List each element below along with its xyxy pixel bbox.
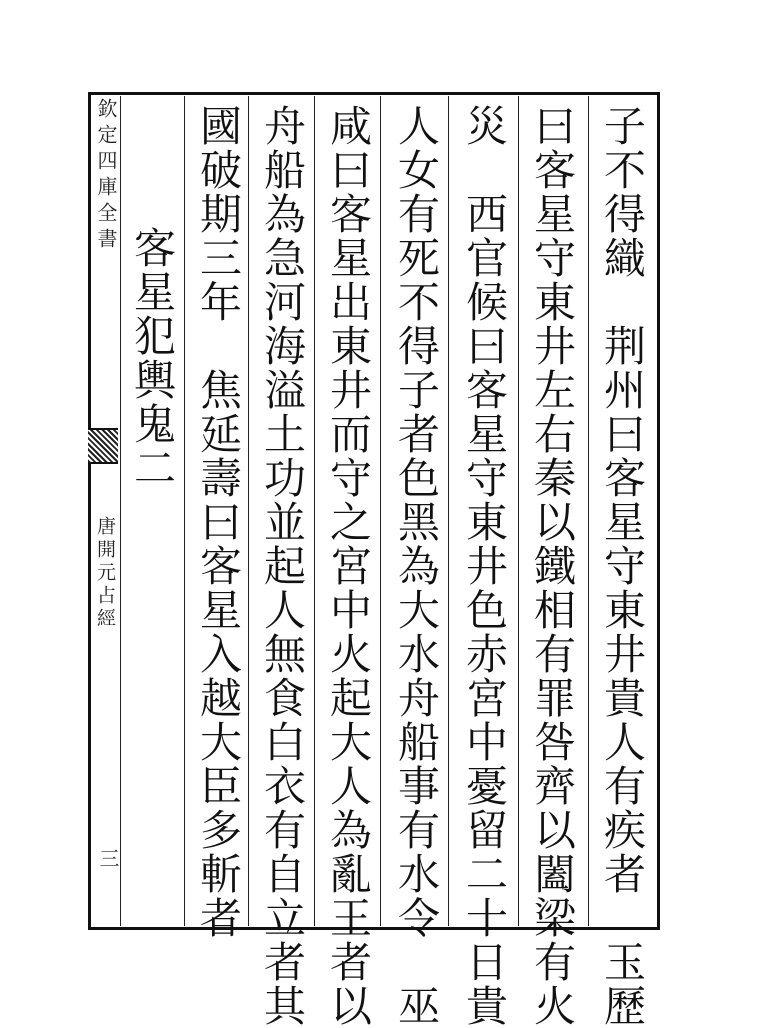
- spine-collection-title: 欽定四庫全書: [94, 98, 118, 254]
- text-column-7: 國破期三年 焦延壽曰客星入越大臣多斬者: [194, 104, 243, 940]
- fishtail-mark: [88, 428, 118, 464]
- column-rule: [380, 96, 381, 926]
- text-column-1: 子不得織 荆州曰客星守東井貴人有疾者 玉歷: [598, 104, 647, 1028]
- column-rule: [314, 96, 315, 926]
- text-column-2: 曰客星守東井左右秦以鐵相有罪咎齊以闔梁有火: [528, 104, 577, 1028]
- section-heading: 客星犯輿鬼二: [128, 226, 177, 490]
- spine-book-title: 唐開元占經: [94, 516, 116, 631]
- column-rule: [184, 96, 185, 926]
- column-rule: [248, 96, 249, 926]
- page-spine: [88, 92, 118, 930]
- column-rule: [518, 96, 519, 926]
- text-column-5: 咸曰客星出東井而守之宮中火起大人為亂王者以: [324, 104, 373, 1028]
- column-rule: [448, 96, 449, 926]
- text-column-6: 舟船為急河海溢土功並起人無食白衣有自立者其: [258, 104, 307, 1028]
- text-column-4: 人女有死不得子者色黑為大水舟船事有水令 巫: [392, 104, 441, 1028]
- column-rule: [588, 96, 589, 926]
- text-column-3: 災 西官候曰客星守東井色赤宮中憂留二十日貴: [460, 104, 509, 1028]
- spine-page-number: 三: [96, 848, 120, 868]
